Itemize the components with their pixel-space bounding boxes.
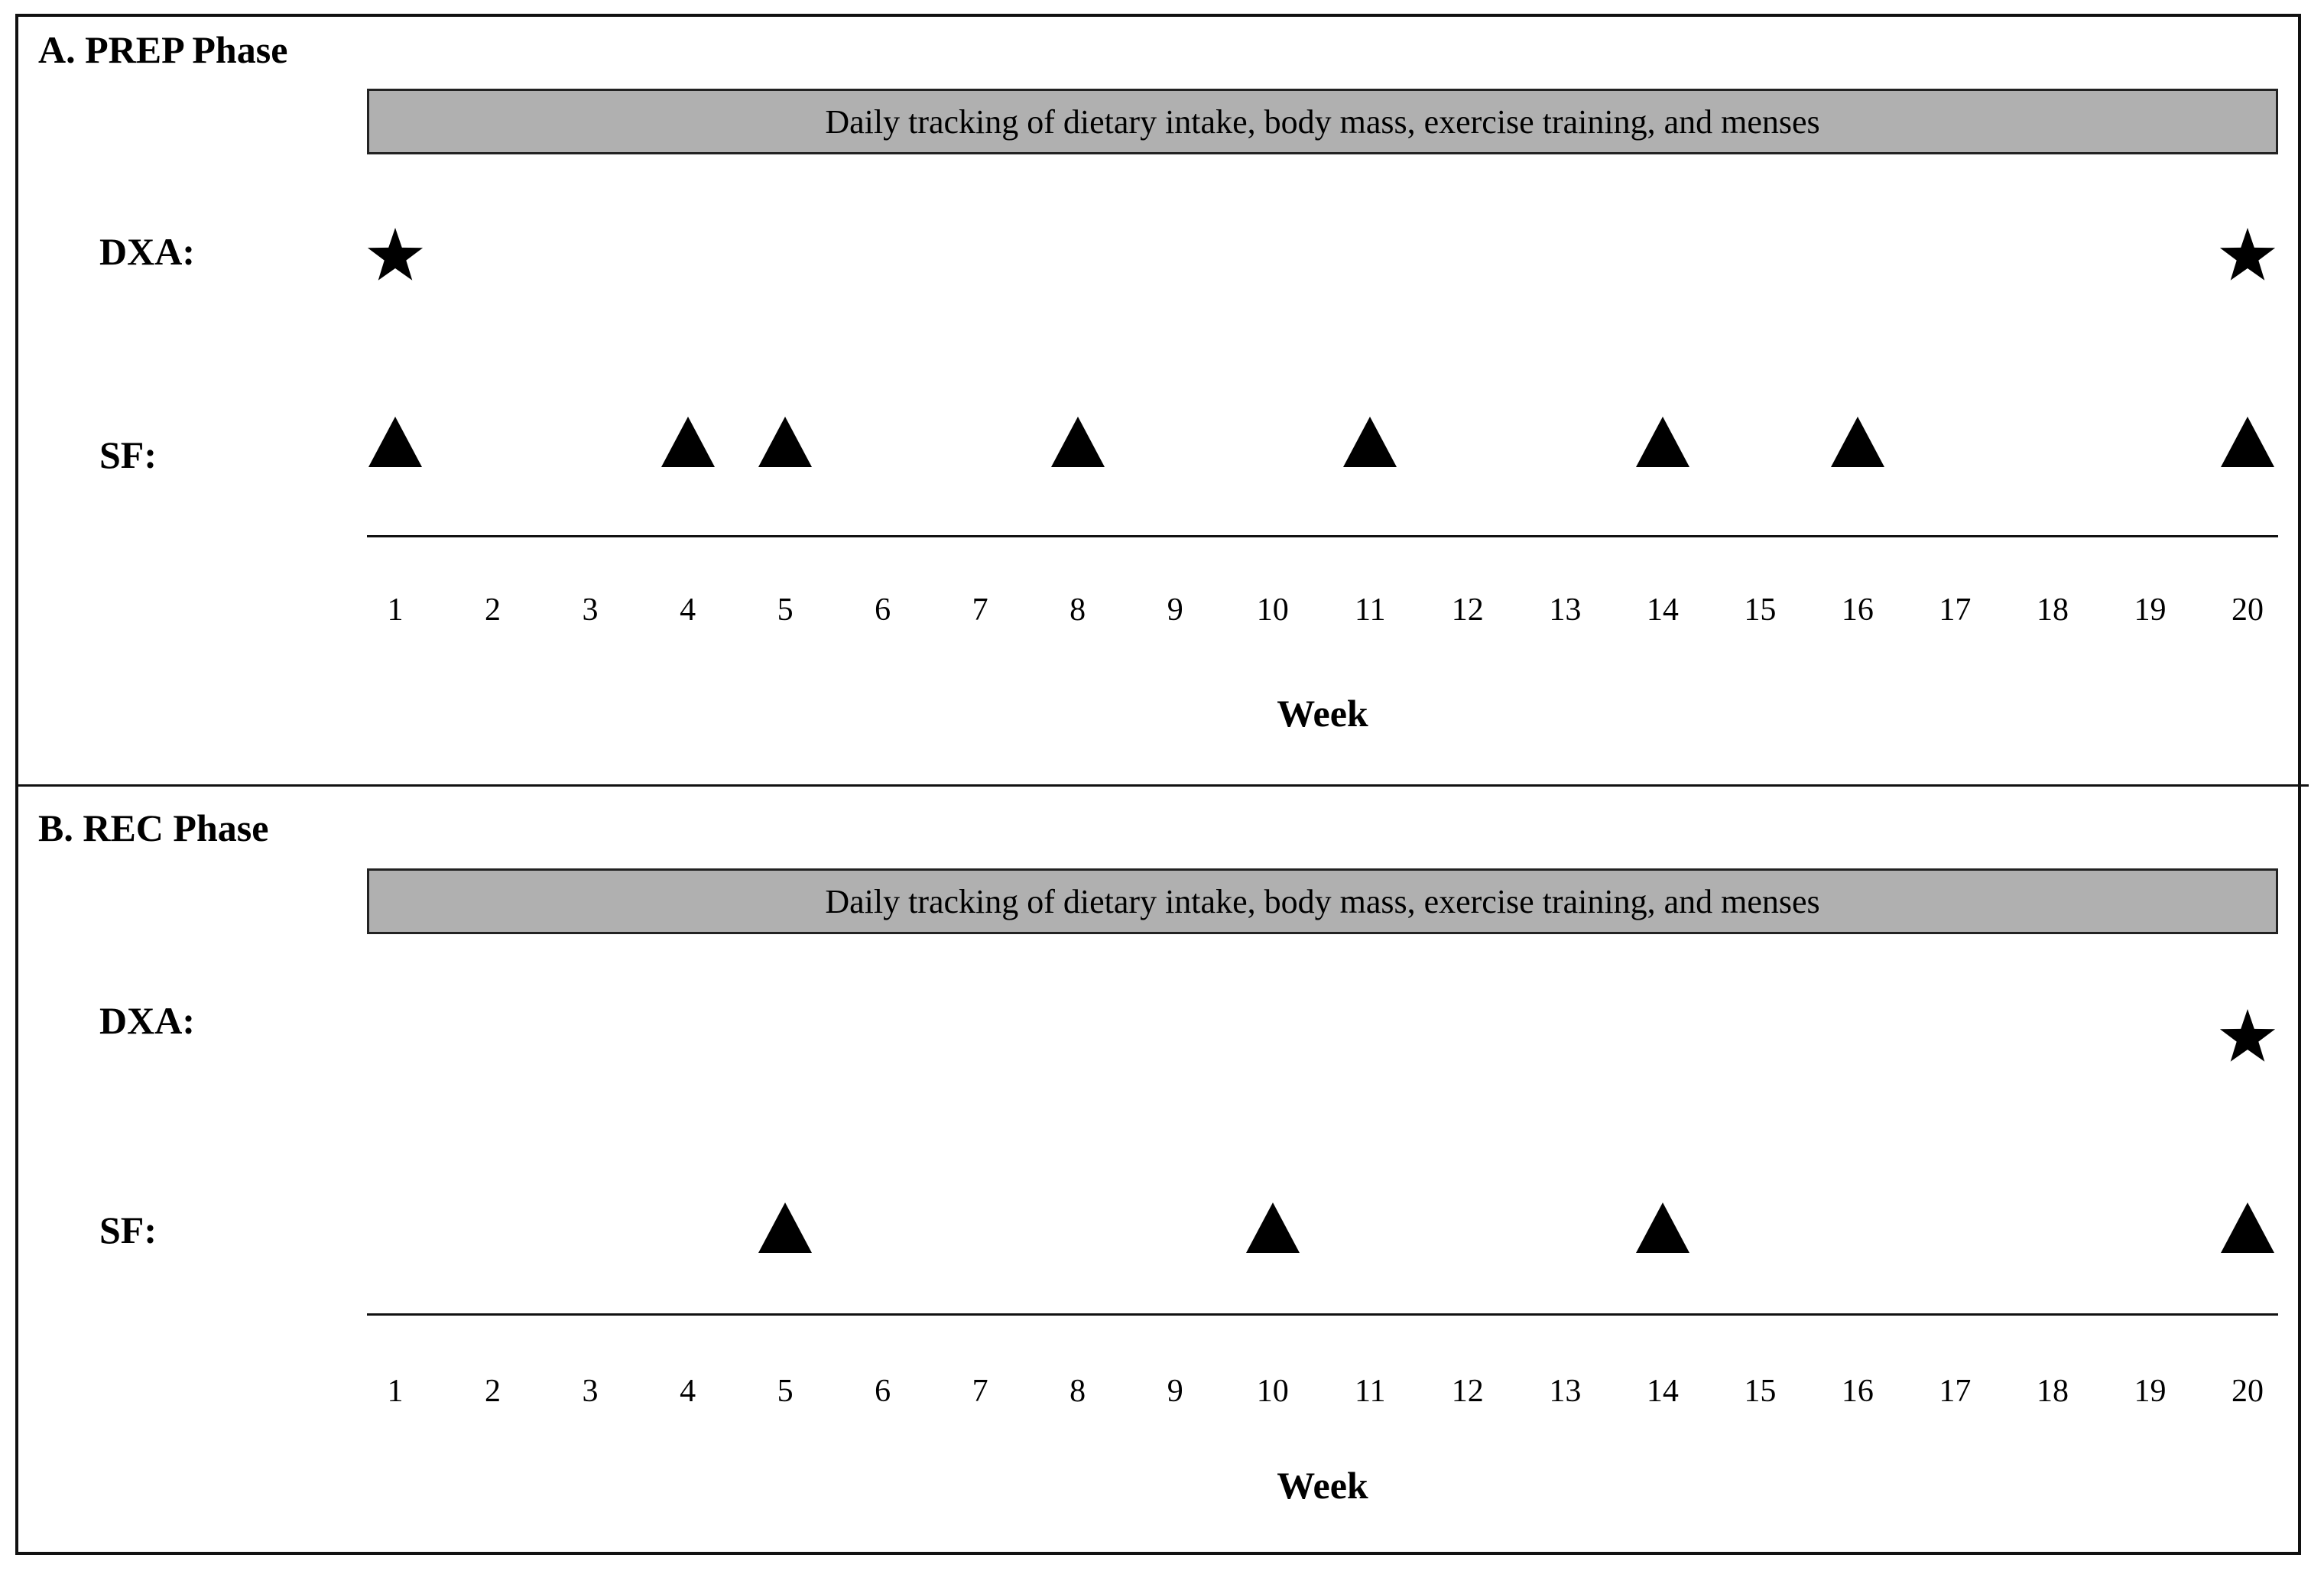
week-tick-label: 5 <box>777 1374 794 1409</box>
panel-title: B. REC Phase <box>38 806 269 849</box>
sf-triangle-week-20 <box>2219 415 2276 472</box>
week-tick-label: 9 <box>1167 1374 1183 1409</box>
week-tick-label: 1 <box>387 592 404 628</box>
week-tick-label: 1 <box>387 1374 404 1409</box>
sf-triangle-week-10 <box>1245 1201 1301 1258</box>
week-tick-label: 8 <box>1069 1374 1086 1409</box>
week-tick-label: 12 <box>1451 592 1484 628</box>
sf-triangle-week-1 <box>367 415 424 472</box>
sf-label: SF: <box>99 1209 157 1251</box>
week-tick-label: 19 <box>2134 1374 2167 1409</box>
week-tick-label: 10 <box>1256 1374 1289 1409</box>
week-tick-label: 6 <box>875 1374 891 1409</box>
panel-title: A. PREP Phase <box>38 28 288 71</box>
week-tick-label: 12 <box>1451 1374 1484 1409</box>
week-tick-label: 15 <box>1744 592 1777 628</box>
sf-label: SF: <box>99 433 157 476</box>
week-tick-label: 16 <box>1841 1374 1874 1409</box>
sf-triangle-week-20 <box>2219 1201 2276 1258</box>
dxa-label: DXA: <box>99 999 195 1042</box>
week-tick-label: 13 <box>1549 592 1582 628</box>
dxa-label: DXA: <box>99 230 195 273</box>
sf-triangle-week-14 <box>1634 415 1691 472</box>
week-tick-label: 18 <box>2036 1374 2069 1409</box>
tracking-banner: Daily tracking of dietary intake, body mass, exercise training, and menses <box>367 868 2278 934</box>
week-tick-label: 10 <box>1256 592 1289 628</box>
panel-divider <box>15 784 2309 787</box>
sf-triangle-week-4 <box>660 415 716 472</box>
week-axis-line <box>367 535 2278 537</box>
week-tick-label: 6 <box>875 592 891 628</box>
week-tick-label: 5 <box>777 592 794 628</box>
week-tick-label: 16 <box>1841 592 1874 628</box>
week-tick-label: 13 <box>1549 1374 1582 1409</box>
week-tick-label: 7 <box>972 1374 988 1409</box>
week-axis-line <box>367 1313 2278 1316</box>
axis-title: Week <box>1277 692 1368 735</box>
sf-triangle-week-5 <box>757 1201 813 1258</box>
week-tick-label: 11 <box>1355 592 1386 628</box>
week-tick-label: 7 <box>972 592 988 628</box>
sf-triangle-week-8 <box>1050 415 1106 472</box>
week-tick-label: 17 <box>1939 1374 1972 1409</box>
week-tick-label: 15 <box>1744 1374 1777 1409</box>
week-tick-label: 9 <box>1167 592 1183 628</box>
week-tick-label: 4 <box>680 592 696 628</box>
tracking-banner: Daily tracking of dietary intake, body mass, exercise training, and menses <box>367 89 2278 154</box>
week-tick-label: 14 <box>1646 1374 1679 1409</box>
sf-triangle-week-11 <box>1342 415 1398 472</box>
week-tick-label: 8 <box>1069 592 1086 628</box>
week-tick-label: 2 <box>485 1374 501 1409</box>
week-tick-label: 11 <box>1355 1374 1386 1409</box>
week-tick-label: 20 <box>2231 592 2264 628</box>
sf-triangle-week-5 <box>757 415 813 472</box>
week-tick-label: 4 <box>680 1374 696 1409</box>
week-tick-label: 19 <box>2134 592 2167 628</box>
week-tick-label: 20 <box>2231 1374 2264 1409</box>
week-tick-label: 17 <box>1939 592 1972 628</box>
axis-title: Week <box>1277 1464 1368 1507</box>
dxa-star-week-20 <box>2217 225 2278 290</box>
dxa-star-week-1 <box>365 225 426 290</box>
sf-triangle-week-14 <box>1634 1201 1691 1258</box>
sf-triangle-week-16 <box>1829 415 1886 472</box>
week-tick-label: 3 <box>582 592 599 628</box>
week-tick-label: 3 <box>582 1374 599 1409</box>
week-tick-label: 14 <box>1646 592 1679 628</box>
dxa-star-week-20 <box>2217 1006 2278 1071</box>
week-tick-label: 2 <box>485 592 501 628</box>
week-tick-label: 18 <box>2036 592 2069 628</box>
